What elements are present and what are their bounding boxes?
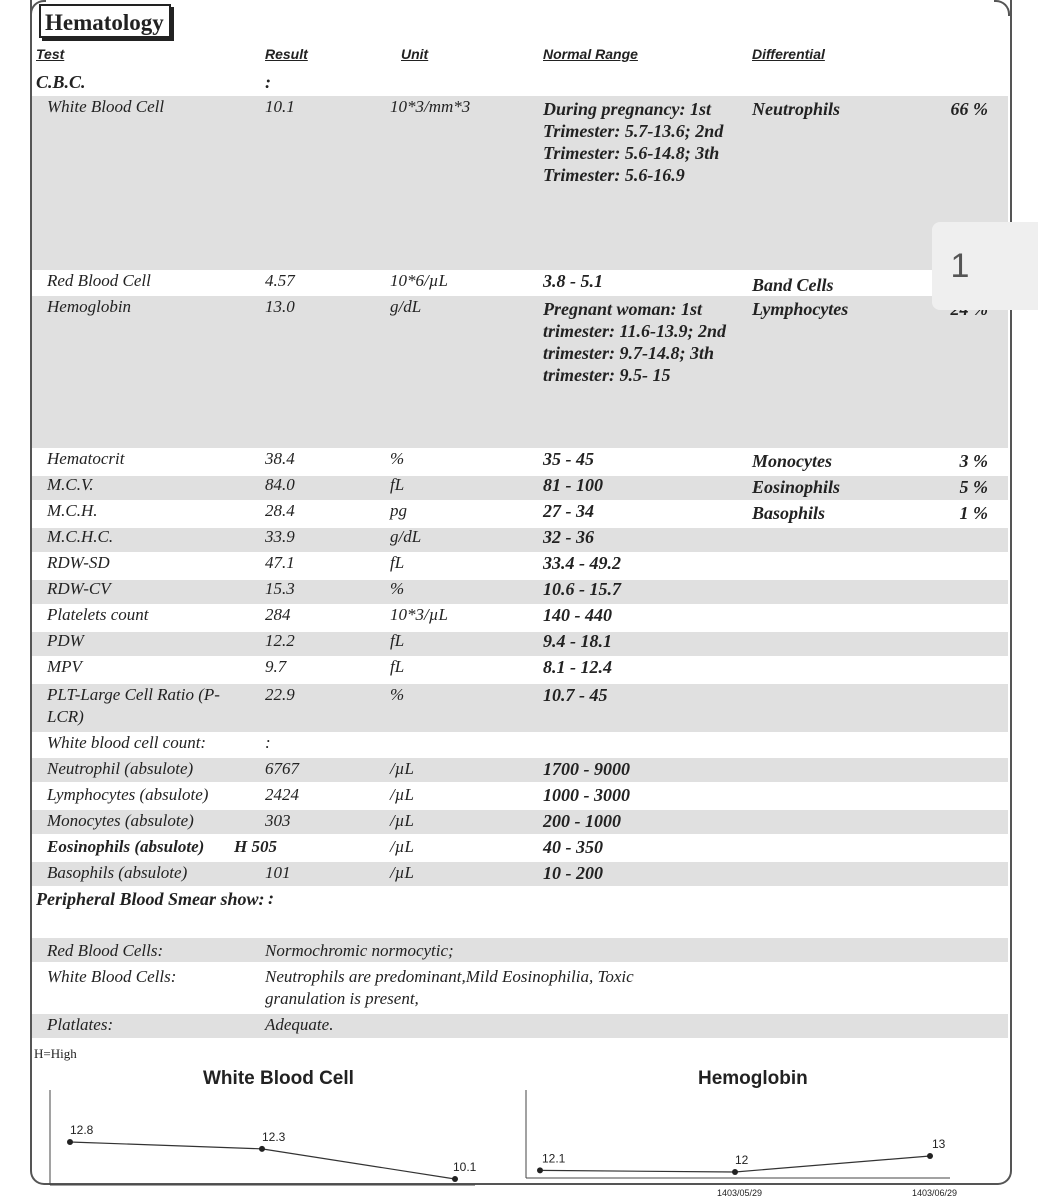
chart-point [259, 1146, 265, 1152]
differential-percent: 1 % [959, 503, 988, 523]
test-normal-range: 32 - 36 [543, 527, 594, 547]
table-row [0, 758, 1038, 782]
test-result: 28.4 [265, 501, 295, 520]
test-result-high: H 505 [234, 837, 277, 856]
test-name: Platelets count [47, 605, 149, 624]
chart-x-tick-label: 1403/05/29 [717, 1188, 763, 1198]
test-name: Hematocrit [47, 449, 125, 468]
test-name: Monocytes (absulote) [47, 811, 194, 830]
chart-title-wbc: White Blood Cell [203, 1068, 354, 1089]
test-normal-range: During pregnancy: 1st Trimester: 5.7-13.6; 2nd Trimester: 5.6-14.8; 3th Trimester: 5.6-16.9 [543, 99, 724, 185]
row-band [32, 96, 1008, 270]
table-row [0, 474, 1038, 498]
test-result: 84.0 [265, 475, 295, 494]
test-name: M.C.H.C. [47, 527, 114, 546]
header-differential: Differential [752, 46, 825, 62]
differential-percent: 5 % [959, 477, 988, 497]
test-name: White blood cell count: [47, 733, 207, 752]
test-normal-range: 81 - 100 [543, 475, 603, 495]
test-normal-range: 10 - 200 [543, 863, 603, 883]
test-normal-range: 35 - 45 [543, 449, 594, 469]
test-result: : [265, 733, 271, 752]
differential-name: Basophils [752, 503, 826, 523]
test-unit: fL [390, 553, 405, 572]
test-unit: /µL [390, 863, 414, 882]
test-normal-range: 200 - 1000 [543, 811, 621, 831]
test-name: M.C.H. [47, 501, 98, 520]
test-name: Red Blood Cell [47, 271, 151, 290]
test-normal-range: Pregnant woman: 1st trimester: 11.6-13.9; 2nd trimester: 9.7-14.8; 3th trimester: 9.5- 15 [543, 299, 726, 385]
table-row [0, 96, 1038, 185]
header-unit: Unit [401, 46, 429, 62]
wbc-trend-chart [40, 1090, 520, 1190]
test-unit: fL [390, 657, 405, 676]
test-result: 22.9 [265, 685, 295, 704]
smear-wbc-label: White Blood Cells: [47, 967, 177, 986]
chart-data-label: 12.3 [262, 1129, 286, 1144]
test-name: Eosinophils (absulote) [47, 837, 205, 856]
row-band [32, 938, 1008, 962]
test-result: 13.0 [265, 297, 295, 316]
test-name: MPV [47, 657, 82, 676]
test-normal-range: 8.1 - 12.4 [543, 657, 612, 677]
test-normal-range: 1000 - 3000 [543, 785, 630, 805]
test-normal-range: 10.7 - 45 [543, 685, 608, 705]
differential-name: Band Cells [752, 275, 834, 295]
test-name: White Blood Cell [47, 97, 165, 116]
test-name: PDW [47, 631, 84, 650]
test-result: 10.1 [265, 97, 295, 116]
differential-percent: 3 % [959, 451, 988, 471]
test-result: 4.57 [265, 271, 295, 290]
differential-name: Neutrophils [752, 99, 841, 119]
test-name: RDW-SD [47, 553, 110, 572]
test-name: M.C.V. [47, 475, 94, 494]
test-name: PLT-Large Cell Ratio (P-LCR) [47, 685, 220, 726]
test-normal-range: 9.4 - 18.1 [543, 631, 612, 651]
test-unit: pg [390, 501, 407, 520]
table-row [0, 552, 1038, 576]
header-normal-range: Normal Range [543, 46, 638, 62]
smear-rbc-value: Normochromic normocytic; [265, 941, 454, 960]
test-unit: g/dL [390, 527, 422, 546]
chart-data-label: 13 [932, 1137, 946, 1151]
test-normal-range: 10.6 - 15.7 [543, 579, 621, 599]
cbc-colon: : [265, 72, 271, 92]
test-unit: fL [390, 475, 405, 494]
differential-name: Eosinophils [752, 477, 841, 497]
differential-percent: 66 % [950, 99, 988, 119]
chart-point [452, 1176, 458, 1182]
legend-note: H=High [34, 1046, 77, 1061]
table-row [0, 296, 1038, 385]
test-result: 33.9 [265, 527, 295, 546]
test-result: 38.4 [265, 449, 295, 468]
chart-x-tick-label: 1403/06/29 [912, 1188, 958, 1198]
table-row [0, 448, 1038, 472]
test-unit: /µL [390, 759, 414, 778]
test-normal-range: 1700 - 9000 [543, 759, 630, 779]
cbc-label: C.B.C. [36, 72, 86, 92]
test-unit: /µL [390, 785, 414, 804]
test-normal-range: 140 - 440 [543, 605, 612, 625]
test-unit: 10*3/mm*3 [390, 97, 471, 116]
hemoglobin-trend-chart [520, 1090, 995, 1200]
test-unit: /µL [390, 837, 414, 856]
table-row [0, 578, 1038, 602]
test-unit: 10*6/µL [390, 271, 448, 290]
header-result: Result [265, 46, 308, 62]
test-name: Basophils (absulote) [47, 863, 188, 882]
smear-wbc-value: Neutrophils are predominant,Mild Eosinophilia, Toxic granulation is present, [265, 967, 634, 1008]
differential-name: Monocytes [752, 451, 832, 471]
table-row [0, 604, 1038, 628]
test-normal-range: 40 - 350 [543, 837, 603, 857]
table-row [0, 526, 1038, 550]
test-unit: /µL [390, 811, 414, 830]
table-row [0, 630, 1038, 654]
test-name: RDW-CV [47, 579, 111, 598]
header-test: Test [36, 46, 65, 62]
table-row-high [0, 836, 1038, 860]
table-row [0, 656, 1038, 680]
smear-plt-label: Platlates: [47, 1015, 114, 1034]
table-row [0, 784, 1038, 808]
chart-title-hemoglobin: Hemoglobin [698, 1068, 808, 1089]
chart-point [537, 1167, 543, 1173]
table-row [0, 270, 1038, 294]
test-unit: % [390, 685, 405, 704]
differential-name: Lymphocytes [752, 299, 849, 319]
chart-data-label: 10.1 [453, 1160, 477, 1174]
test-name: Lymphocytes (absulote) [47, 785, 209, 804]
test-unit: g/dL [390, 297, 422, 316]
chart-data-label: 12.8 [70, 1123, 94, 1137]
section-title: Hematology [39, 4, 171, 38]
test-result: 47.1 [265, 553, 295, 572]
chart-data-label: 12 [735, 1153, 749, 1167]
test-unit: % [390, 449, 405, 468]
chart-point [67, 1139, 73, 1145]
test-result: 15.3 [265, 579, 295, 598]
test-unit: 10*3/µL [390, 605, 448, 624]
page-number-badge[interactable]: 1 [932, 222, 1038, 310]
test-result: 303 [265, 811, 291, 830]
test-normal-range: 3.8 - 5.1 [543, 271, 603, 291]
test-name: Hemoglobin [47, 297, 132, 316]
test-unit: % [390, 579, 405, 598]
test-result: 284 [265, 605, 291, 624]
test-name: Neutrophil (absulote) [47, 759, 194, 778]
chart-point [927, 1153, 933, 1159]
test-normal-range: 33.4 - 49.2 [543, 553, 621, 573]
test-unit: fL [390, 631, 405, 650]
smear-rbc-label: Red Blood Cells: [47, 941, 164, 960]
test-result: 101 [265, 863, 291, 882]
test-result: 9.7 [265, 657, 287, 676]
table-row [0, 684, 1038, 726]
smear-colon: : [268, 888, 274, 908]
chart-data-label: 12.1 [542, 1151, 566, 1166]
test-normal-range: 27 - 34 [543, 501, 594, 521]
test-result: 2424 [265, 785, 299, 804]
test-result: 6767 [265, 759, 299, 778]
table-row [0, 862, 1038, 886]
row-band [32, 1014, 1008, 1038]
table-row [0, 732, 1038, 756]
table-row [0, 810, 1038, 834]
smear-plt-value: Adequate. [265, 1015, 334, 1034]
smear-section-label: Peripheral Blood Smear show: [36, 889, 265, 909]
table-row [0, 500, 1038, 524]
chart-point [732, 1169, 738, 1175]
test-result: 12.2 [265, 631, 295, 650]
